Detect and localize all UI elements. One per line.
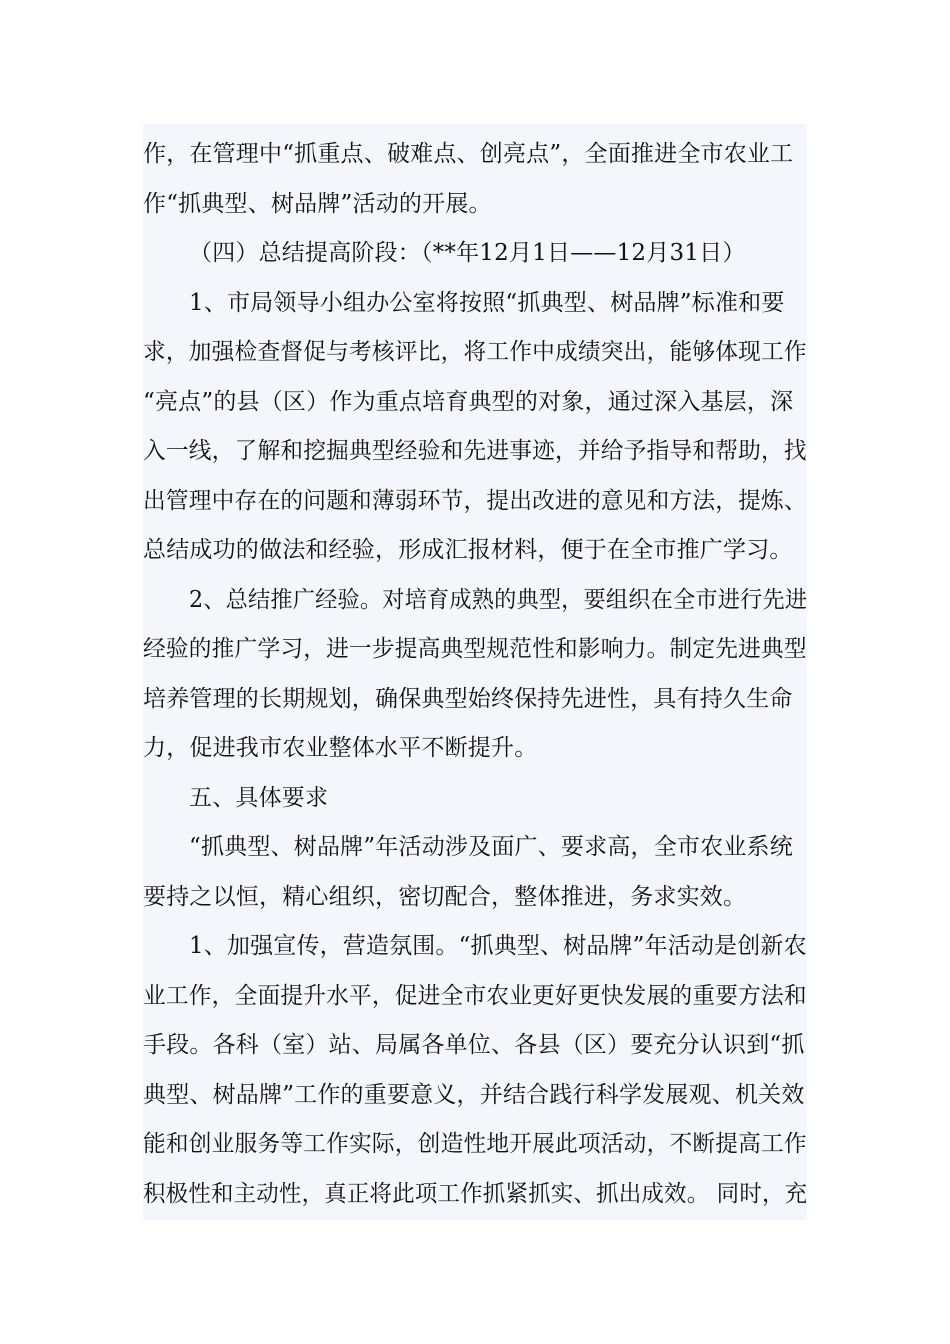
text-line: 1、加强宣传，营造氛围。“抓典型、树品牌”年活动是创新农 <box>189 933 807 959</box>
text-line: 业工作，全面提升水平，促进全市农业更好更快发展的重要方法和 <box>143 983 807 1009</box>
text-line: 作“抓典型、树品牌”活动的开展。 <box>143 191 492 217</box>
document-body <box>143 124 807 1220</box>
text-line: 手段。各科（室）站、局属各单位、各县（区）要充分认识到“抓 <box>143 1032 805 1058</box>
text-line: 要持之以恒，精心组织，密切配合，整体推进，务求实效。 <box>143 884 747 910</box>
text-line: 出管理中存在的问题和薄弱环节，提出改进的意见和方法，提炼、 <box>143 488 807 514</box>
text-line: 作，在管理中“抓重点、破难点、创亮点”，全面推进全市农业工 <box>143 141 794 167</box>
text-line: “亮点”的县（区）作为重点培育典型的对象，通过深入基层，深 <box>143 389 794 415</box>
text-line: 典型、树品牌”工作的重要意义，并结合践行科学发展观、机关效 <box>143 1082 805 1108</box>
text-line: 培养管理的长期规划，确保典型始终保持先进性，具有持久生命 <box>143 686 793 712</box>
text-line: 总结成功的做法和经验，形成汇报材料，便于在全市推广学习。 <box>143 537 793 563</box>
text-line: “抓典型、树品牌”年活动涉及面广、要求高，全市农业系统 <box>189 834 793 860</box>
text-line: 经验的推广学习，进一步提高典型规范性和影响力。制定先进典型 <box>143 636 807 662</box>
text-line: 1、市局领导小组办公室将按照“抓典型、树品牌”标准和要 <box>189 290 785 316</box>
text-line: 能和创业服务等工作实际，创造性地开展此项活动，不断提高工作 <box>143 1131 807 1157</box>
section-heading: （四）总结提高阶段：（**年12月1日——12月31日） <box>189 240 746 266</box>
text-line: 积极性和主动性，真正将此项工作抓紧抓实、抓出成效。 同时，充 <box>143 1181 808 1207</box>
text-line: 2、总结推广经验。对培育成熟的典型，要组织在全市进行先进 <box>189 587 808 613</box>
text-line: 入一线，了解和挖掘典型经验和先进事迹，并给予指导和帮助，找 <box>143 438 807 464</box>
text-line: 力，促进我市农业整体水平不断提升。 <box>143 735 538 761</box>
section-heading: 五、具体要求 <box>189 785 329 811</box>
text-line: 求，加强检查督促与考核评比，将工作中成绩突出，能够体现工作 <box>143 339 807 365</box>
